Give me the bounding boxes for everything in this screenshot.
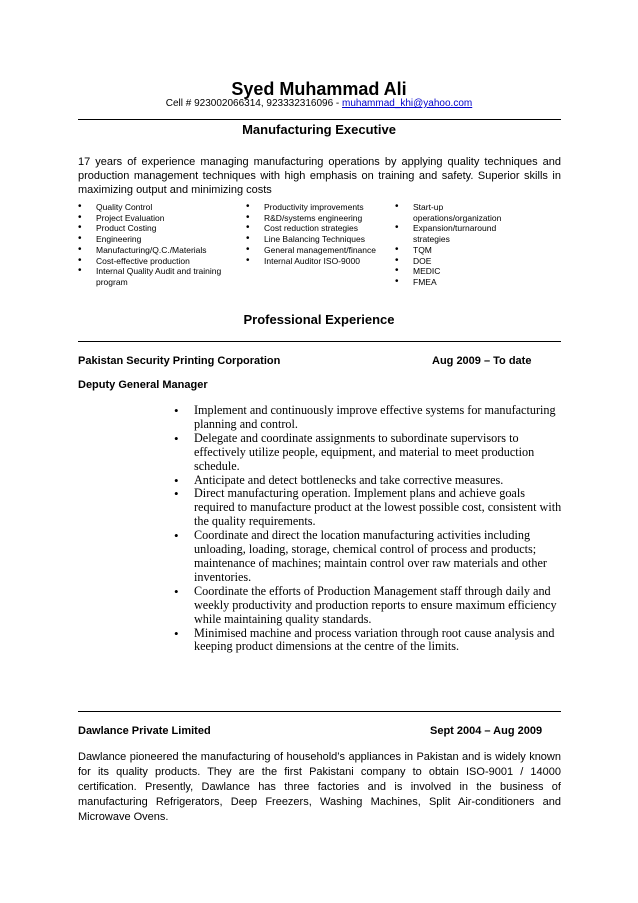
skill-item: • Line Balancing Techniques [246,234,391,245]
skill-item: • Product Costing [78,223,228,234]
company-name: Pakistan Security Printing Corporation [78,355,281,367]
phone-numbers: Cell # 923002066314, 923332316096 - [165,98,343,109]
skill-item: • MEDIC [395,266,520,277]
duty-item: • Implement and continuously improve effective systems for manufacturing planning and control. [174,404,564,432]
divider-job-2 [78,711,561,712]
skills-column-3 [395,202,520,288]
job-dates: Sept 2004 – Aug 2009 [430,725,543,737]
skill-item: • R&D/systems engineering [246,213,391,224]
skill-item: • General management/finance [246,245,391,256]
objective-title: Manufacturing Executive [242,122,396,137]
skill-item: • Quality Control [78,202,228,213]
skill-item: • TQM [395,245,520,256]
skill-item: • Manufacturing/Q.C./Materials [78,245,228,256]
skill-item: • FMEA [395,277,520,288]
divider-top [78,119,561,120]
skill-item: • Productivity improvements [246,202,391,213]
skill-item: • Start-up operations/organization [395,202,520,223]
summary-paragraph: 17 years of experience managing manufacturing operations by applying quality techniques and production management techniques with high emphasis on training and safety. Superior skills in maximizing output and minimizing costs [78,156,561,196]
skill-item: • DOE [395,256,520,267]
skill-item: • Expansion/turnaround strategies [395,223,520,244]
candidate-name: Syed Muhammad Ali [231,79,407,99]
job-duties-list [174,404,564,654]
duty-item: • Minimised machine and process variation through root cause analysis and keeping product dimensions at the centre of the limits. [174,627,564,655]
duty-item: • Coordinate and direct the location manufacturing activities including unloading, loading, storage, chemical control of process and products; maintenance of machines; maintain control over raw materials and other inventories. [174,529,564,585]
skill-item: • Project Evaluation [78,213,228,224]
divider-experience [78,341,561,342]
duty-item: • Direct manufacturing operation. Implement plans and achieve goals required to manufacture product at the lowest possible cost, consistent with the quality requirements. [174,487,564,529]
duty-item: • Delegate and coordinate assignments to subordinate supervisors to effectively utilize people, equipment, and material to meet production schedule. [174,432,564,474]
skill-item: • Internal Auditor ISO-9000 [246,256,391,267]
email-link[interactable]: muhammad_khi@yahoo.com [342,98,473,109]
company-description: Dawlance pioneered the manufacturing of household’s appliances in Pakistan and is widely known for its quality products. They are the first Pakistani company to obtain ISO-9001 / 14000 certification. Presently, Dawlance has three factories and is involved in the business of manufacturing Refrigerators, Deep Freezers, Washing Machines, Split Air-conditioners and Microwave Ovens. [78,751,561,823]
skills-column-1 [78,202,228,288]
duty-item: • Coordinate the efforts of Production Management staff through daily and weekly productivity and production reports to ensure maximum efficiency while maintaining quality standards. [174,585,564,627]
company-name: Dawlance Private Limited [78,725,211,737]
contact-line [0,98,638,109]
skill-item: • Engineering [78,234,228,245]
skills-column-2 [246,202,391,266]
duty-item: • Anticipate and detect bottlenecks and take corrective measures. [174,474,564,488]
skill-item: • Internal Quality Audit and training program [78,266,228,287]
skill-item: • Cost-effective production [78,256,228,267]
skill-item: • Cost reduction strategies [246,223,391,234]
experience-title: Professional Experience [243,312,395,327]
job-role: Deputy General Manager [78,379,208,391]
job-dates: Aug 2009 – To date [432,355,532,367]
